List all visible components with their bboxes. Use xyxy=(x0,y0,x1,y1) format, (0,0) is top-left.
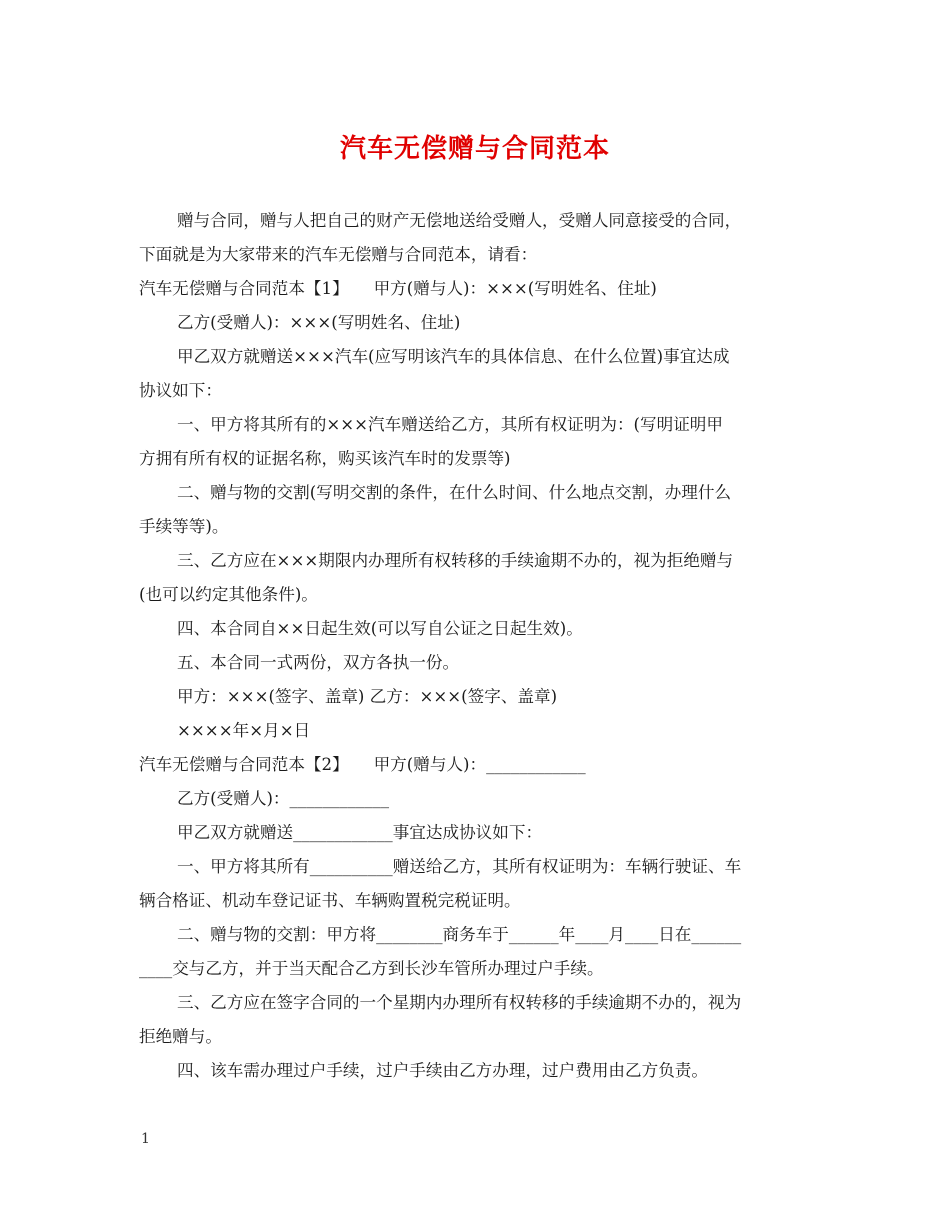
template-1-signatures: 甲方：×××(签字、盖章) 乙方：×××(签字、盖章) xyxy=(177,687,558,706)
template-1-clause-4: 四、本合同自××日起生效(可以写自公证之日起生效)。 xyxy=(177,619,583,638)
template-2-party-b: 乙方(受赠人)：____________ xyxy=(177,789,390,808)
template-1-agreement-line-1: 甲乙双方就赠送×××汽车(应写明该汽车的具体信息、在什么位置)事宜达成 xyxy=(177,347,730,366)
template-2-clause-2-line-2: ____交与乙方，并于当天配合乙方到长沙车管所办理过户手续。 xyxy=(139,959,604,978)
template-2-clause-2-line-1: 二、赠与物的交割：甲方将________商务车于______年____月____日在______ xyxy=(177,925,742,944)
intro-line-2: 下面就是为大家带来的汽车无偿赠与合同范本，请看： xyxy=(139,245,538,264)
template-1-clause-3-line-1: 三、乙方应在×××期限内办理所有权转移的手续逾期不办的，视为拒绝赠与 xyxy=(177,551,734,570)
template-1-clause-2-line-2: 手续等等)。 xyxy=(139,517,229,536)
template-2-heading: 汽车无偿赠与合同范本【2】 甲方(赠与人)：____________ xyxy=(139,755,586,774)
template-1-clause-3-line-2: (也可以约定其他条件)。 xyxy=(139,585,318,604)
template-1-clause-1-line-1: 一、甲方将其所有的×××汽车赠送给乙方，其所有权证明为：(写明证明甲 xyxy=(177,415,723,434)
template-2-clause-1-line-2: 辆合格证、机动车登记证书、车辆购置税完税证明。 xyxy=(139,891,521,910)
template-1-clause-2-line-1: 二、赠与物的交割(写明交割的条件，在什么时间、什么地点交割，办理什么 xyxy=(177,483,732,502)
template-2-clause-1-line-1: 一、甲方将其所有__________赠送给乙方，其所有权证明为：车辆行驶证、车 xyxy=(177,857,742,876)
template-1-clause-1-line-2: 方拥有所有权的证据名称，购买该汽车时的发票等) xyxy=(139,449,511,468)
template-1-party-b: 乙方(受赠人)：×××(写明姓名、住址) xyxy=(177,313,461,332)
template-1-agreement-line-2: 协议如下： xyxy=(139,381,222,400)
template-2-clause-3-line-1: 三、乙方应在签字合同的一个星期内办理所有权转移的手续逾期不办的，视为 xyxy=(177,993,742,1012)
template-1-heading: 汽车无偿赠与合同范本【1】 甲方(赠与人)：×××(写明姓名、住址) xyxy=(139,279,657,298)
template-1-date: ××××年×月×日 xyxy=(177,721,311,740)
template-2-clause-4: 四、该车需办理过户手续，过户手续由乙方办理，过户费用由乙方负责。 xyxy=(177,1061,708,1080)
document-body xyxy=(139,204,811,1088)
template-1-clause-5: 五、本合同一式两份，双方各执一份。 xyxy=(177,653,460,672)
page-number: 1 xyxy=(141,1131,150,1147)
intro-line-1: 赠与合同，赠与人把自己的财产无偿地送给受赠人，受赠人同意接受的合同， xyxy=(177,211,742,230)
template-2-agreement: 甲乙双方就赠送____________事宜达成协议如下： xyxy=(177,823,543,842)
template-2-clause-3-line-2: 拒绝赠与。 xyxy=(139,1027,222,1046)
document-title: 汽车无偿赠与合同范本 xyxy=(339,134,610,164)
